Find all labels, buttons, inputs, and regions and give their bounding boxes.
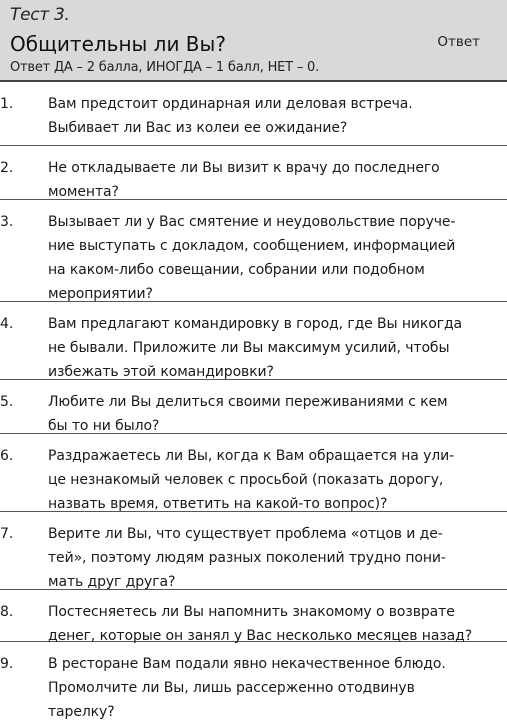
question-row — [0, 302, 507, 380]
question-row — [0, 590, 507, 642]
test-title: Общительны ли Вы? — [10, 32, 226, 56]
scoring-instructions: Ответ ДА – 2 балла, ИНОГДА – 1 балл, НЕТ – 0. — [10, 60, 320, 75]
question-text: Любите ли Вы делиться своими переживаниями с кем бы то ни было? — [48, 394, 448, 434]
question-number: 7. — [0, 526, 14, 542]
question-number: 8. — [0, 604, 14, 620]
question-number: 5. — [0, 394, 14, 410]
question-number: 3. — [0, 214, 14, 230]
question-text: Верите ли Вы, что существует проблема «отцов и де- тей», поэтому людям разных поколений трудно пони- мать друг друга? — [48, 526, 446, 590]
question-list — [0, 82, 507, 720]
question-number: 2. — [0, 160, 14, 176]
question-number: 1. — [0, 96, 14, 112]
question-row — [0, 380, 507, 434]
question-text: В ресторане Вам подали явно некачественное блюдо. Промолчите ли Вы, лишь рассерженно отодвинув тарелку? — [48, 656, 446, 720]
question-row — [0, 200, 507, 302]
question-text: Постесняетесь ли Вы напомнить знакомому о возврате денег, которые он занял у Вас несколько месяцев назад? — [48, 604, 473, 644]
question-number: 9. — [0, 656, 14, 672]
test-header — [0, 0, 507, 82]
question-text: Не откладываете ли Вы визит к врачу до последнего момента? — [48, 160, 440, 200]
question-row — [0, 146, 507, 200]
question-row — [0, 512, 507, 590]
question-text: Вызывает ли у Вас смятение и неудовольствие поруче- ние выступать с докладом, сообщением, информацией на каком-либо совещании, собрании или подобном мероприятии? — [48, 214, 456, 302]
test-number-label: Тест 3. — [10, 5, 70, 25]
question-text: Вам предстоит ординарная или деловая встреча. Выбивает ли Вас из колеи ее ожидание? — [48, 96, 413, 136]
question-row — [0, 642, 507, 720]
answer-column-header: Ответ — [437, 34, 480, 50]
question-number: 4. — [0, 316, 14, 332]
question-text: Вам предлагают командировку в город, где Вы никогда не бывали. Приложите ли Вы максимум усилий, чтобы избежать этой командировки? — [48, 316, 463, 380]
question-row — [0, 434, 507, 512]
question-number: 6. — [0, 448, 14, 464]
question-row — [0, 82, 507, 146]
question-text: Раздражаетесь ли Вы, когда к Вам обращается на ули- це незнакомый человек с просьбой (показать дорогу, назвать время, ответить на какой-то вопрос)? — [48, 448, 455, 512]
